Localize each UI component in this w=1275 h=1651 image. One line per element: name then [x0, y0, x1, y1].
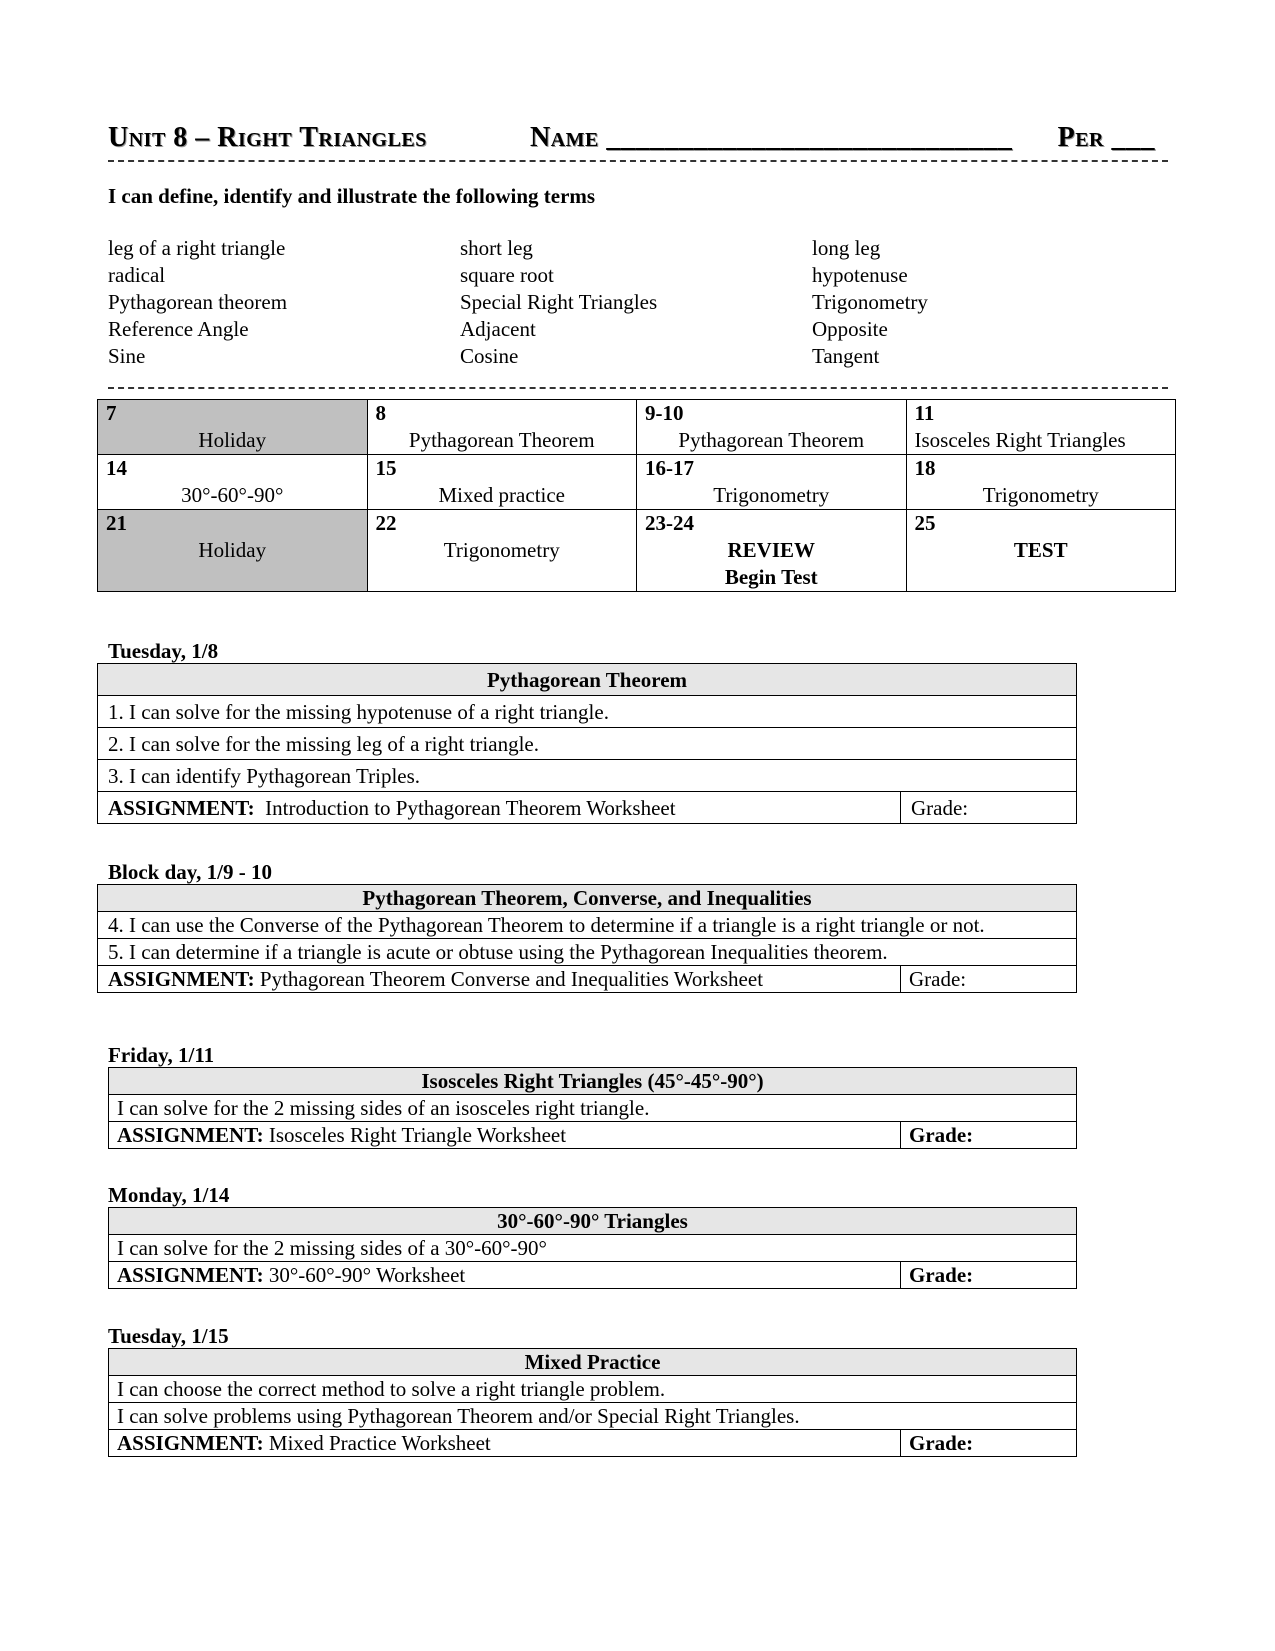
calendar-label: Pythagorean Theorem [408, 428, 595, 452]
calendar-date: 22 [375, 511, 397, 535]
calendar-label: Holiday [198, 428, 267, 452]
lesson-day: Tuesday, 1/8 [108, 639, 219, 663]
calendar-date: 25 [914, 511, 936, 535]
period-field-label: Per ___ [1057, 122, 1155, 153]
objective: 3. I can identify Pythagorean Triples. [98, 760, 1077, 792]
grade-cell: Grade: [901, 1262, 1077, 1289]
assignment-text: Pythagorean Theorem Converse and Inequalities Worksheet [259, 967, 764, 991]
term: long leg [812, 236, 881, 260]
lesson-day: Tuesday, 1/15 [108, 1324, 229, 1348]
lesson-title: Mixed Practice [109, 1349, 1077, 1376]
assignment-row [98, 966, 1077, 993]
calendar-cell [906, 400, 1176, 455]
calendar-cell [98, 510, 368, 592]
name-field-label: Name ____________________________ [530, 122, 1013, 153]
grade-cell: Grade: [901, 966, 1077, 993]
calendar-label: Trigonometry [443, 538, 560, 562]
objective: 4. I can use the Converse of the Pythagorean Theorem to determine if a triangle is a right triangle or not. [98, 912, 1077, 939]
terms-heading: I can define, identify and illustrate the following terms [108, 184, 596, 208]
assignment-cell [98, 792, 901, 824]
calendar-label: Begin Test [724, 565, 818, 589]
calendar-label: 30°-60°-90° [181, 483, 284, 507]
assignment-cell [109, 1262, 901, 1289]
calendar-date: 18 [914, 456, 936, 480]
objective: I can solve for the 2 missing sides of an isosceles right triangle. [109, 1095, 1077, 1122]
assignment-label: ASSIGNMENT: [117, 1123, 264, 1147]
lesson-title: 30°-60°-90° Triangles [109, 1208, 1077, 1235]
lesson-table [108, 1207, 1077, 1289]
lesson-table [97, 663, 1077, 824]
divider [108, 160, 1168, 162]
divider [108, 387, 1168, 389]
lesson-table [108, 1067, 1077, 1149]
objective: I can solve for the 2 missing sides of a 30°-60°-90° [109, 1235, 1077, 1262]
calendar-row [98, 400, 1176, 455]
term: hypotenuse [812, 263, 908, 287]
grade-cell: Grade: [901, 1430, 1077, 1457]
calendar-label: Pythagorean Theorem [678, 428, 865, 452]
objective: 1. I can solve for the missing hypotenuse of a right triangle. [98, 696, 1077, 728]
calendar-cell [98, 455, 368, 510]
term: Trigonometry [812, 290, 928, 314]
term: Special Right Triangles [460, 290, 658, 314]
assignment-cell [98, 966, 901, 993]
calendar-cell [906, 455, 1176, 510]
term: leg of a right triangle [108, 236, 286, 260]
calendar-date: 8 [375, 401, 386, 425]
calendar-cell [637, 400, 907, 455]
page-header [108, 120, 1163, 160]
calendar-date: 15 [375, 456, 397, 480]
calendar-cell [637, 455, 907, 510]
assignment-text: 30°-60°-90° Worksheet [268, 1263, 466, 1287]
calendar-cell [367, 510, 637, 592]
calendar-cell [637, 510, 907, 592]
calendar-cell [906, 510, 1176, 592]
calendar-label: Trigonometry [982, 483, 1099, 507]
term: square root [460, 263, 554, 287]
calendar-date: 14 [106, 456, 127, 480]
calendar-label: Mixed practice [438, 483, 566, 507]
assignment-row [98, 792, 1077, 824]
calendar-label: REVIEW [727, 538, 816, 562]
assignment-row [109, 1430, 1077, 1457]
assignment-text: Introduction to Pythagorean Theorem Worksheet [265, 796, 676, 820]
term: Reference Angle [108, 317, 249, 341]
term: Sine [108, 344, 146, 368]
calendar-label: Trigonometry [713, 483, 830, 507]
lesson-table [108, 1348, 1077, 1457]
assignment-text: Isosceles Right Triangle Worksheet [268, 1123, 567, 1147]
assignment-text: Mixed Practice Worksheet [268, 1431, 491, 1455]
terms-list [108, 235, 1008, 370]
lesson-title: Pythagorean Theorem, Converse, and Inequalities [98, 885, 1077, 912]
term: Adjacent [460, 317, 536, 341]
calendar-label: TEST [1013, 538, 1068, 562]
calendar-label: Isosceles Right Triangles [914, 428, 1126, 452]
grade-cell: Grade: [901, 792, 1077, 824]
grade-cell: Grade: [901, 1122, 1077, 1149]
calendar-row [98, 510, 1176, 592]
term: Opposite [812, 317, 888, 341]
objective: I can solve problems using Pythagorean Theorem and/or Special Right Triangles. [109, 1403, 1077, 1430]
term: short leg [460, 236, 533, 260]
objective: I can choose the correct method to solve a right triangle problem. [109, 1376, 1077, 1403]
lesson-day: Friday, 1/11 [108, 1043, 215, 1067]
assignment-label: ASSIGNMENT: [108, 967, 255, 991]
calendar-date: 7 [106, 401, 117, 425]
unit-title: Unit 8 – Right Triangles [108, 122, 427, 153]
objective: 5. I can determine if a triangle is acute or obtuse using the Pythagorean Inequalities theorem. [98, 939, 1077, 966]
calendar-table [97, 399, 1176, 592]
assignment-cell [109, 1430, 901, 1457]
term: Pythagorean theorem [108, 290, 288, 314]
calendar-date: 11 [914, 401, 935, 425]
assignment-cell [109, 1122, 901, 1149]
calendar-date: 21 [106, 511, 127, 535]
calendar-cell [98, 400, 368, 455]
calendar-row [98, 455, 1176, 510]
lesson-day: Block day, 1/9 - 10 [108, 860, 272, 884]
calendar-label: Holiday [198, 538, 267, 562]
objective: 2. I can solve for the missing leg of a right triangle. [98, 728, 1077, 760]
term: Cosine [460, 344, 519, 368]
assignment-row [109, 1122, 1077, 1149]
term: radical [108, 263, 166, 287]
term: Tangent [812, 344, 880, 368]
assignment-label: ASSIGNMENT: [108, 796, 255, 820]
assignment-label: ASSIGNMENT: [117, 1431, 264, 1455]
lesson-title: Isosceles Right Triangles (45°-45°-90°) [109, 1068, 1077, 1095]
calendar-cell [367, 400, 637, 455]
lesson-table [97, 884, 1077, 993]
calendar-date: 23-24 [645, 511, 694, 535]
calendar-date: 9-10 [645, 401, 684, 425]
lesson-title: Pythagorean Theorem [98, 664, 1077, 696]
lesson-day: Monday, 1/14 [108, 1183, 230, 1207]
calendar-date: 16-17 [645, 456, 694, 480]
assignment-row [109, 1262, 1077, 1289]
assignment-label: ASSIGNMENT: [117, 1263, 264, 1287]
calendar-cell [367, 455, 637, 510]
